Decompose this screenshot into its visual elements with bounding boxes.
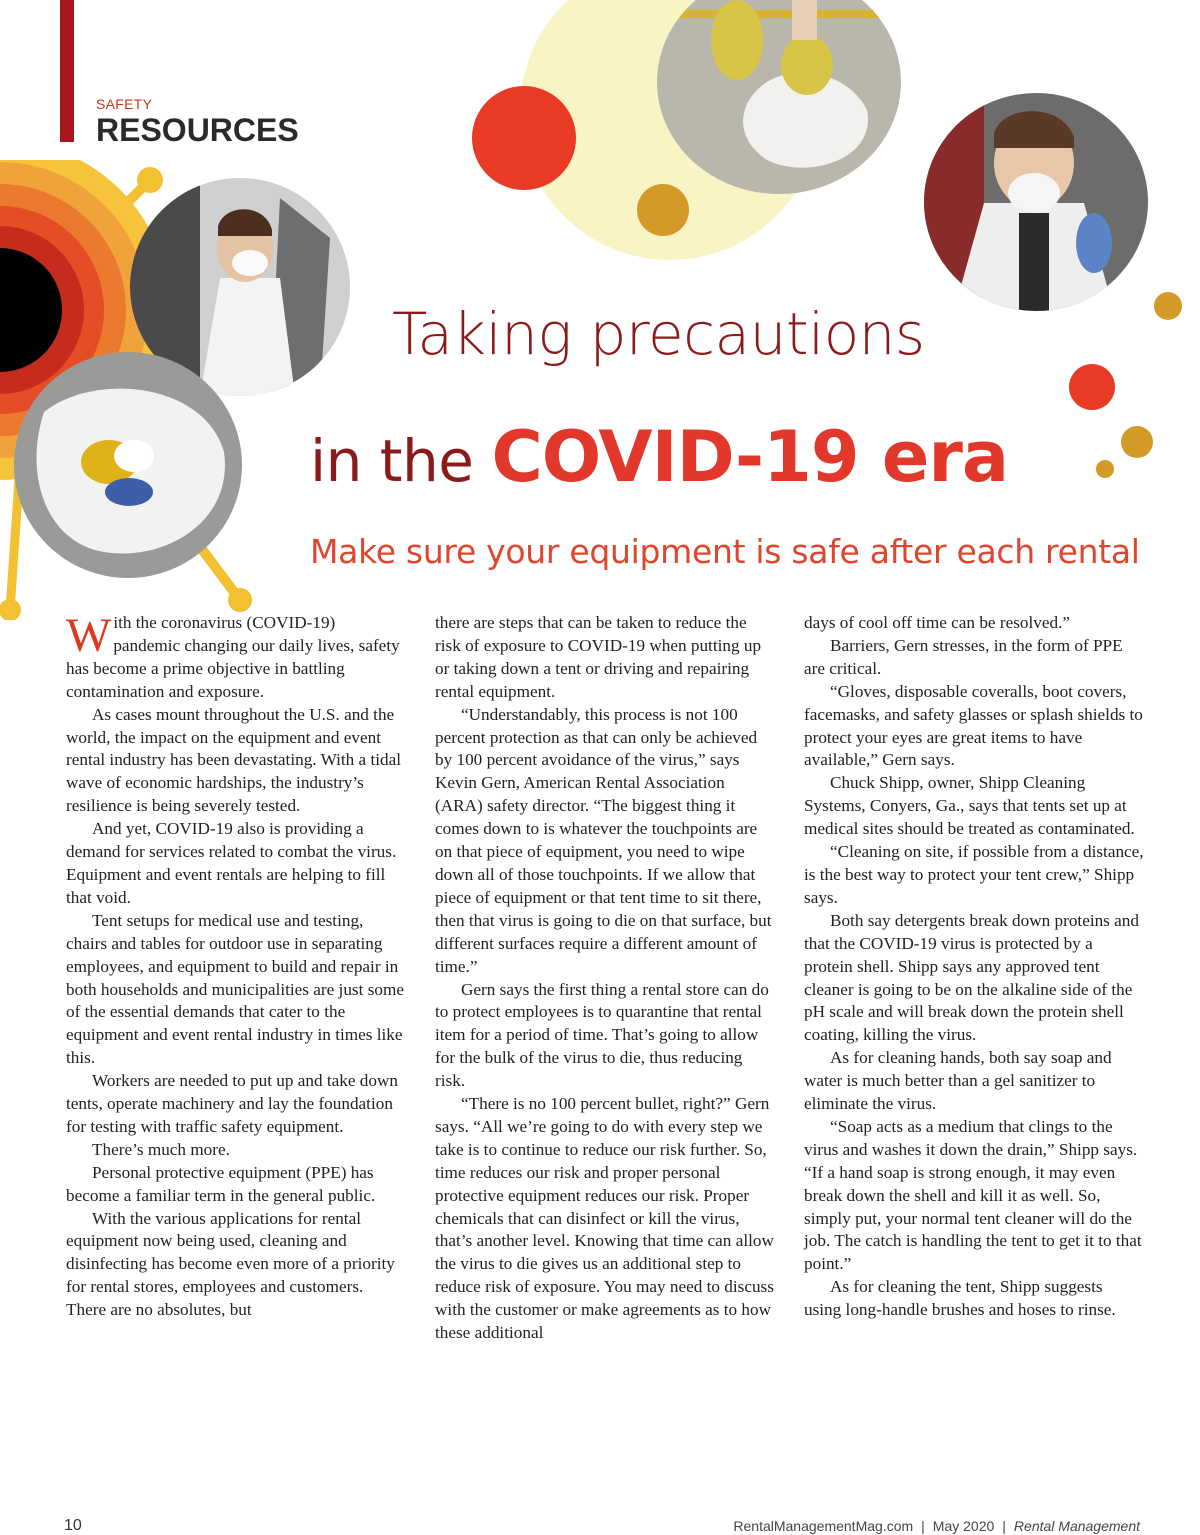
article-paragraph: Gern says the first thing a rental store can do to protect employees is to quarantine that rental item for a period of time. That’s going to allow for the bulk of the virus to die, thus reducing risk. [435, 979, 769, 1091]
headline-line1: Taking precautions [392, 300, 925, 368]
article-paragraph: Workers are needed to put up and take down tents, operate machinery and lay the foundation for testing with traffic safety equipment. [66, 1071, 398, 1136]
footer-separator: | [921, 1518, 925, 1534]
headline-line2-plain: in the [310, 427, 492, 495]
article-paragraph: As for cleaning hands, both say soap and water is much better than a gel sanitizer to eliminate the virus. [804, 1048, 1112, 1114]
article-paragraph: And yet, COVID-19 also is providing a demand for services related to combat the virus. Equipment and event rentals are helping to fill that void. [66, 819, 397, 907]
gold-dot-decoration [1121, 426, 1153, 458]
photo-worker-coverall [924, 93, 1148, 311]
article-column-1 [66, 609, 406, 1322]
article-paragraph: “Understandably, this process is not 100 percent protection as that can only be achieved by 100 percent avoidance of the virus,” says Kevin Gern, American Rental Association (ARA) safety director. “The biggest thing it comes down to is whatever the touchpoints are on that piece of equipment, you need to wipe down all of those touchpoints. If we allow that piece of equipment or that tent time to sit there, then that virus is going to die on that surface, but different surfaces require a different amount of time.” [435, 704, 772, 976]
footer-credit [733, 1518, 1140, 1534]
page-number: 10 [64, 1517, 82, 1534]
article-paragraph: With the various applications for rental equipment now being used, cleaning and disinfecting has become even more of a priority for rental stores, employees and customers. There are no absolutes, but [66, 1208, 395, 1320]
article-paragraph: Tent setups for medical use and testing, chairs and tables for outdoor use in separating employees, and equipment to build and repair in both households and municipalities are just some of the essential demands that cater to the equipment and event rental industry in times like this. [66, 910, 404, 1068]
drop-cap: W [66, 609, 112, 662]
article-paragraph: Chuck Shipp, owner, Shipp Cleaning Systems, Conyers, Ga., says that tents set up at medical sites should be treated as contaminated. [804, 773, 1135, 839]
article-paragraph: Both say detergents break down proteins and that the COVID-19 virus is protected by a protein shell. Shipp says any approved tent cleaner is going to be on the alkaline side of the pH scale and will break down the protein shell coating, killing the virus. [804, 910, 1139, 1045]
article-paragraph: “Gloves, disposable coveralls, boot covers, facemasks, and safety glasses or splash shields to protect your eyes are great items to have available,” Gern says. [804, 681, 1143, 770]
section-bar [60, 0, 74, 142]
photo-worker-coverall-icon [924, 93, 1148, 311]
article-paragraph: Barriers, Gern stresses, in the form of PPE are critical. [804, 635, 1123, 678]
footer-magazine: Rental Management [1013, 1518, 1140, 1534]
red-dot-decoration [1069, 364, 1115, 410]
headline-line2-bold: COVID-19 era [491, 416, 1009, 498]
section-kicker: SAFETY [96, 96, 153, 112]
article-column-2 [435, 612, 775, 1345]
article-paragraph: “Soap acts as a medium that clings to the virus and washes it down the drain,” Shipp says. “If a hand soap is strong enough, it may even break down the shell and kill it as well. So, simply put, your normal tent cleaner will do the job. The catch is handling the tent to get it to that point.” [804, 1116, 1142, 1274]
gold-circle-decoration [637, 184, 689, 236]
gold-dot-decoration [1154, 292, 1182, 320]
photo-discarded-ppe [14, 352, 242, 578]
article-paragraph: “Cleaning on site, if possible from a distance, is the best way to protect your tent crew,” Shipp says. [804, 842, 1144, 907]
article-paragraph: As cases mount throughout the U.S. and the world, the impact on the equipment and event rental industry has been devastating. With a tidal wave of economic hardships, the industry’s resilience is being severely tested. [66, 704, 402, 816]
article-column-3 [804, 612, 1144, 1322]
article-paragraph: days of cool off time can be resolved.” [804, 613, 1070, 632]
article-paragraph: As for cleaning the tent, Shipp suggests using long-handle brushes and hoses to rinse. [804, 1277, 1116, 1320]
headline-line2 [310, 416, 1008, 498]
article-paragraph: there are steps that can be taken to reduce the risk of exposure to COVID-19 when putting up or taking down a tent or driving and repairing rental equipment. [435, 613, 762, 701]
red-circle-decoration [472, 86, 576, 190]
article-paragraph: Personal protective equipment (PPE) has become a familiar term in the general public. [66, 1162, 376, 1205]
article-paragraph: There’s much more. [92, 1139, 230, 1159]
footer-date: May 2020 [932, 1518, 995, 1534]
subheadline: Make sure your equipment is safe after each rental [310, 532, 1140, 571]
gold-dot-decoration [1096, 460, 1114, 478]
footer-separator: | [1002, 1518, 1006, 1534]
article-paragraph: With the coronavirus (COVID-19) pandemic changing our daily lives, safety has become a prime objective in battling contamination and exposure. [66, 609, 400, 701]
photo-discarded-ppe-icon [14, 352, 242, 578]
footer-site: RentalManagementMag.com [733, 1518, 914, 1534]
section-title: RESOURCES [96, 112, 299, 148]
article-paragraph: “There is no 100 percent bullet, right?” Gern says. “All we’re going to do with every step we take is to continue to reduce our risk further. So, time reduces our risk and proper personal protective equipment reduces our risk. Proper chemicals that can disinfect or kill the virus, that’s another level. Knowing that time can allow the virus to die gives us an additional step to reduce risk of exposure. You may need to discuss with the customer or make agreements as to how these additional [435, 1094, 774, 1343]
